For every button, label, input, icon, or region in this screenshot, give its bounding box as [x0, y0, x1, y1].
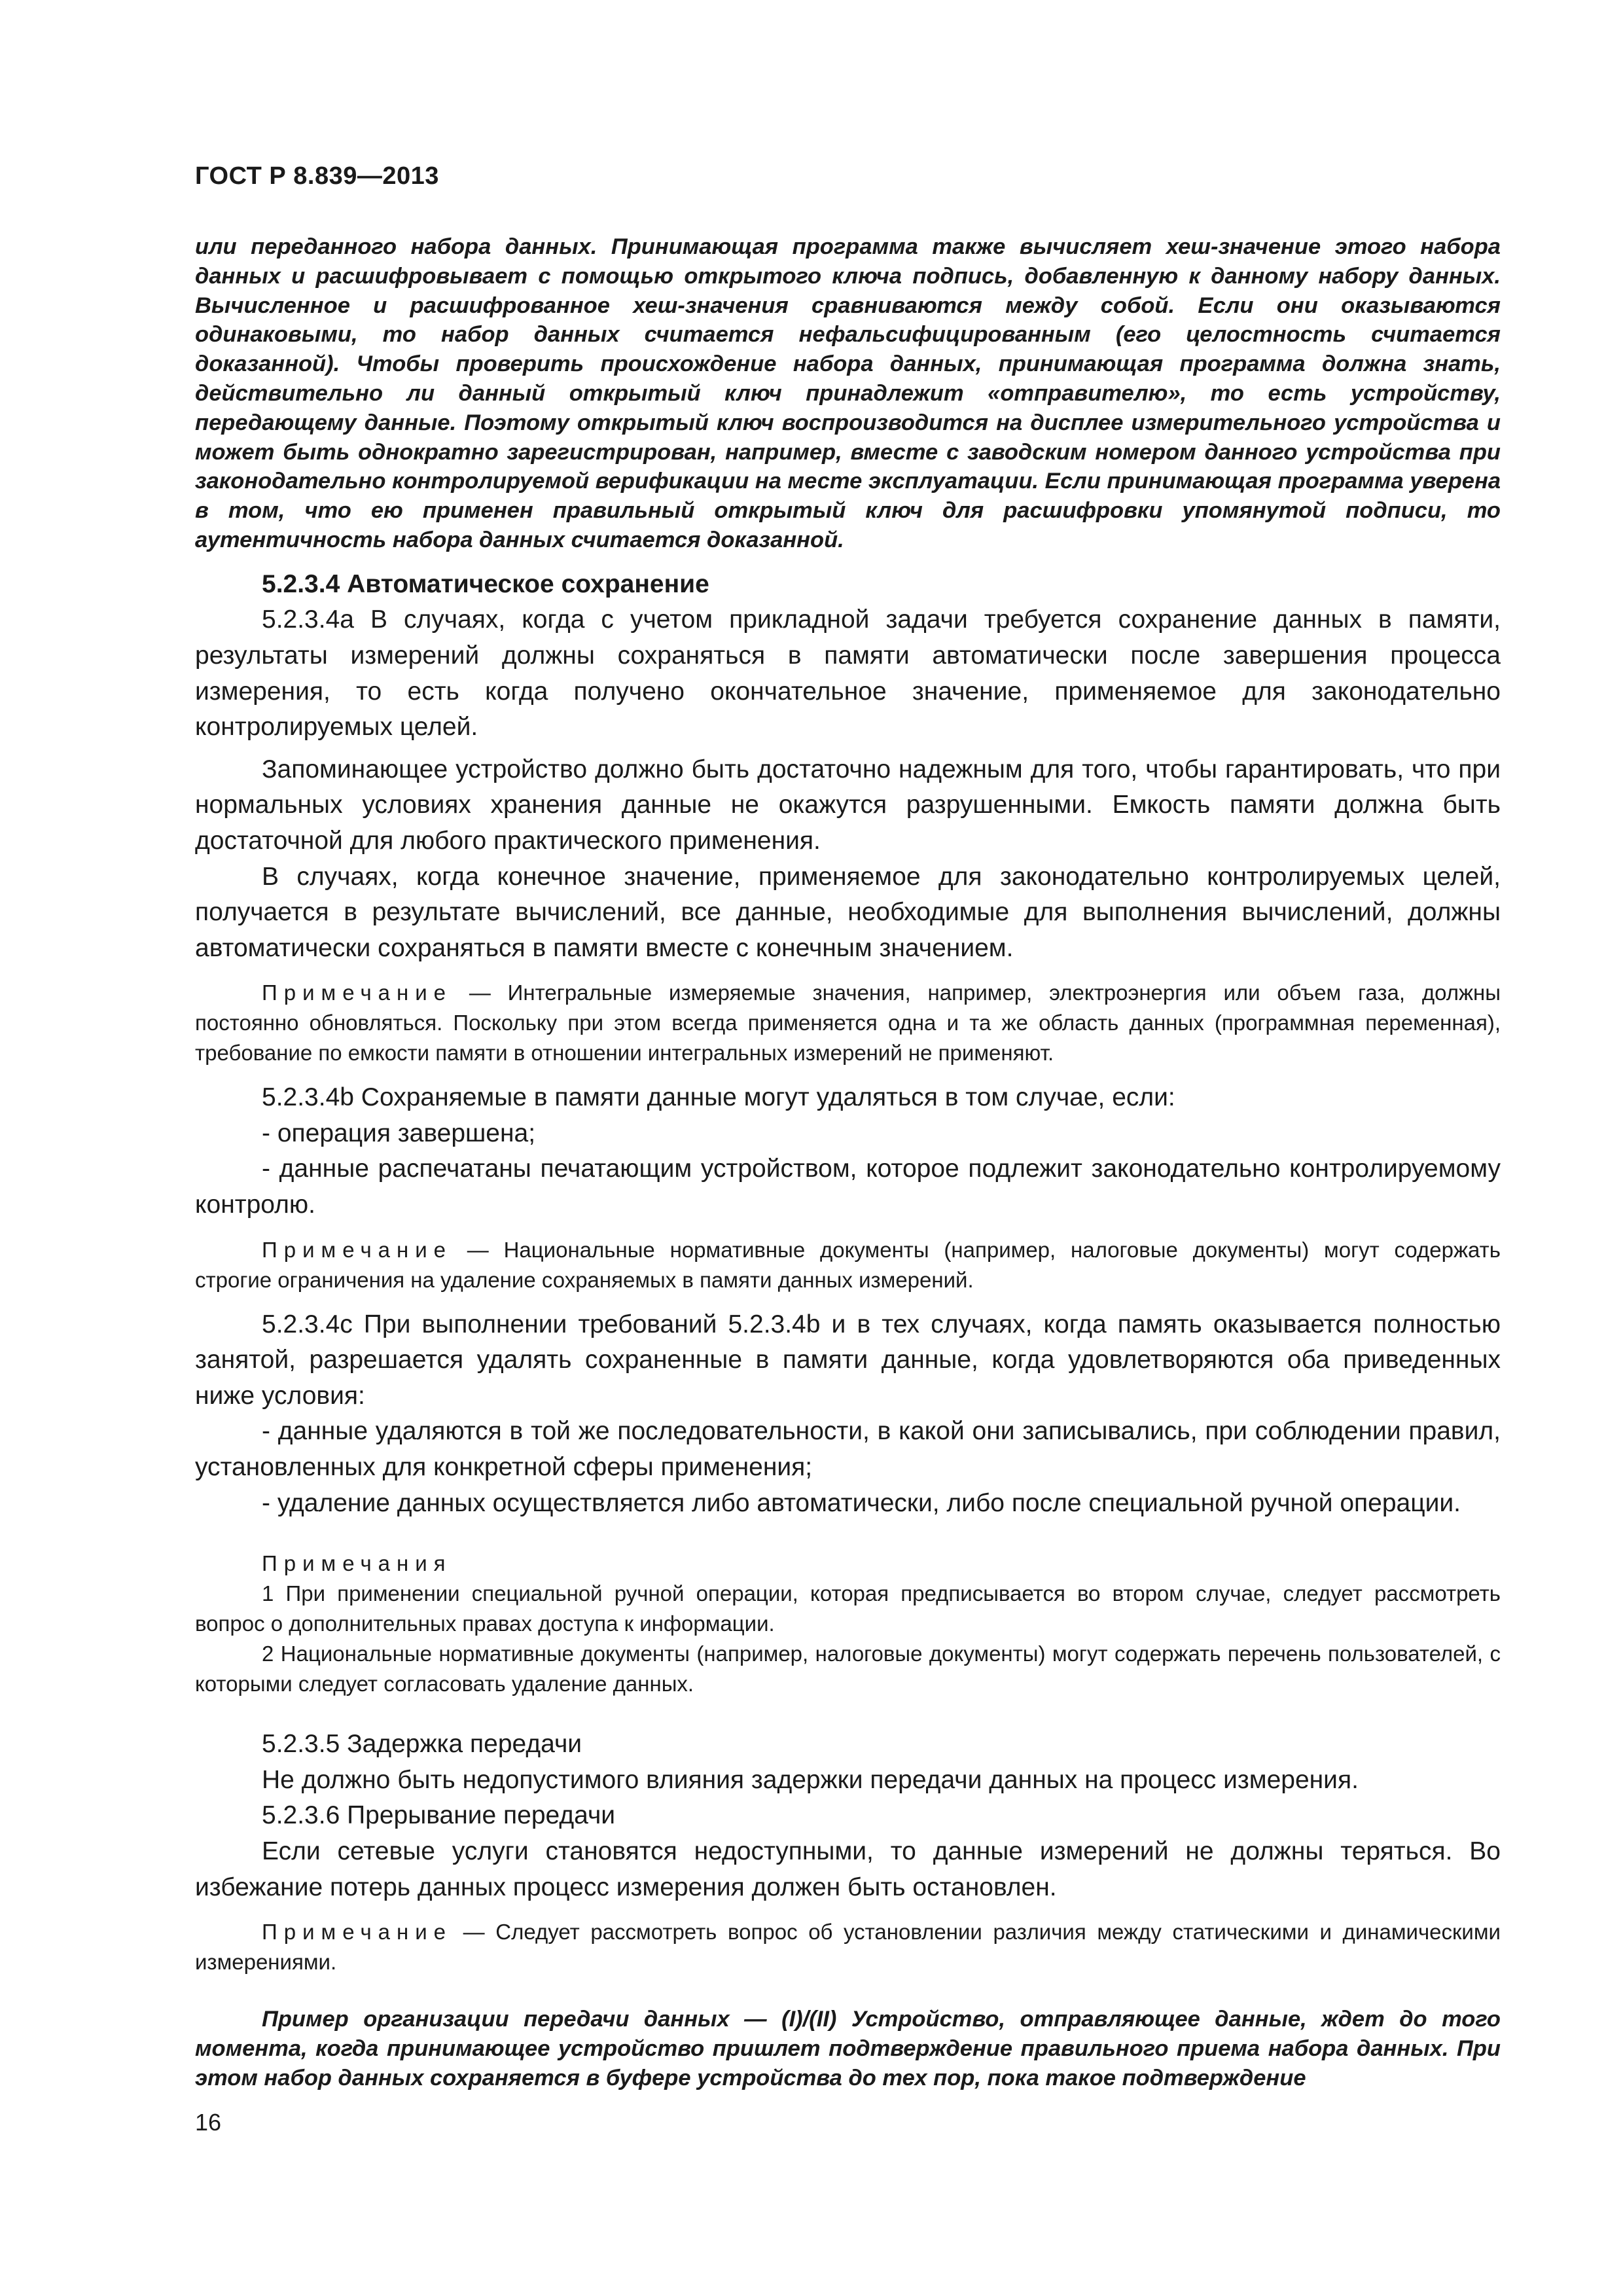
- section-heading-5234: 5.2.3.4 Автоматическое сохранение: [262, 569, 709, 598]
- list-item: - удаление данных осуществляется либо автоматически, либо после специальной ручной операции.: [262, 1488, 1461, 1517]
- section-heading-5236: 5.2.3.6 Прерывание передачи: [262, 1801, 616, 1830]
- paragraph-calc: В случаях, когда конечное значение, применяемое для законодательно контролируемых целей, получается в результате вычислений, все данные, необходимые для выполнения вычислений, должны автоматически сохраняться в памяти вместе с конечным значением.: [195, 862, 1501, 962]
- paragraph-5234a: 5.2.3.4a В случаях, когда с учетом прикладной задачи требуется сохранение данных в памяти, результаты измерений должны сохраняться в памяти автоматически после завершения процесса измерения, то есть когда получено окончательное значение, применяемое для законодательно контролируемых целей.: [195, 605, 1501, 742]
- note-1: [195, 978, 1501, 1068]
- example-paragraph: Пример организации передачи данных — (I)/(II) Устройство, отправляющее данные, ждет до того момента, когда принимающее устройство пришлет подтверждение правильного приема набора данных. При этом набор данных сохраняется в буфере устройства до тех пор, пока такое подтверждение: [195, 2007, 1501, 2090]
- paragraph-storage: Запоминающее устройство должно быть достаточно надежным для того, чтобы гарантировать, что при нормальных условиях хранения данные не окажутся разрушенными. Емкость памяти должна быть достаточной для любого практического применения.: [195, 755, 1501, 855]
- section-heading-5235: 5.2.3.5 Задержка передачи: [262, 1730, 582, 1759]
- document-header: ГОСТ Р 8.839—2013: [195, 162, 439, 190]
- paragraph-5234b: 5.2.3.4b Сохраняемые в памяти данные могут удаляться в том случае, если:: [262, 1083, 1175, 1112]
- note-text: — Следует рассмотреть вопрос об установлении различия между статическими и динамическими измерениями.: [195, 1920, 1501, 1975]
- note-2: [195, 1235, 1501, 1295]
- note-label: Примечание: [262, 1237, 453, 1262]
- intro-paragraph: или переданного набора данных. Принимающая программа также вычисляет хеш-значение этого набора данных и расшифровывает с помощью открытого ключа подпись, добавленную к данному набору данных. Вычисленное и расшифрованное хеш-значения сравниваются между собой. Если они оказываются одинаковыми, то набор данных считается нефальсифицированным (его целостность считается доказанной). Чтобы проверить происхождение набора данных, принимающая программа должна знать, действительно ли данный открытый ключ принадлежит «отправителю», то есть устройству, передающему данные. Поэтому открытый ключ воспроизводится на дисплее измерительного устройства и может быть однократно зарегистрирован, например, вместе с заводским номером данного устройства при законодательно контролируемой верификации на месте эксплуатации. Если принимающая программа уверена в том, что ею применен правильный открытый ключ для расшифровки упомянутой подписи, то аутентичность набора данных считается доказанной.: [195, 234, 1501, 552]
- page-number: 16: [195, 2109, 222, 2136]
- paragraph-5234c: 5.2.3.4c При выполнении требований 5.2.3.4b и в тех случаях, когда память оказывается полностью занятой, разрешается удалять сохраненные в памяти данные, когда удовлетворяются оба приведенных ниже условия:: [195, 1310, 1501, 1410]
- paragraph-5236: Если сетевые услуги становятся недоступными, то данные измерений не должны теряться. Во избежание потерь данных процесс измерения должен быть остановлен.: [195, 1837, 1501, 1901]
- paragraph-5235: Не должно быть недопустимого влияния задержки передачи данных на процесс измерения.: [262, 1765, 1359, 1794]
- notes-item-1: 1 При применении специальной ручной операции, которая предписывается во втором случае, следует рассмотреть вопрос о дополнительных правах доступа к информации.: [195, 1581, 1501, 1636]
- note-3: [195, 1917, 1501, 1977]
- list-item: - данные удаляются в той же последовательности, в какой они записывались, при соблюдении правил, установленных для конкретной сферы применения;: [195, 1417, 1501, 1482]
- list-item: - данные распечатаны печатающим устройством, которое подлежит законодательно контролируемому контролю.: [195, 1155, 1501, 1219]
- note-label: Примечание: [262, 980, 453, 1005]
- note-text: — Интегральные измеряемые значения, например, электроэнергия или объем газа, должны постоянно обновляться. Поскольку при этом всегда применяется одна и та же область данных (программная переменная), требование по емкости памяти в отношении интегральных измерений не применяют.: [195, 980, 1501, 1066]
- document-body: [195, 232, 1501, 2093]
- note-label: Примечание: [262, 1920, 453, 1945]
- note-text: — Национальные нормативные документы (например, налоговые документы) могут содержать строгие ограничения на удаление сохраняемых в памяти данных измерений.: [195, 1237, 1501, 1292]
- notes-item-2: 2 Национальные нормативные документы (например, налоговые документы) могут содержать перечень пользователей, с которыми следует согласовать удаление данных.: [195, 1641, 1501, 1696]
- list-item: - операция завершена;: [262, 1119, 536, 1147]
- notes-heading: Примечания: [262, 1551, 452, 1576]
